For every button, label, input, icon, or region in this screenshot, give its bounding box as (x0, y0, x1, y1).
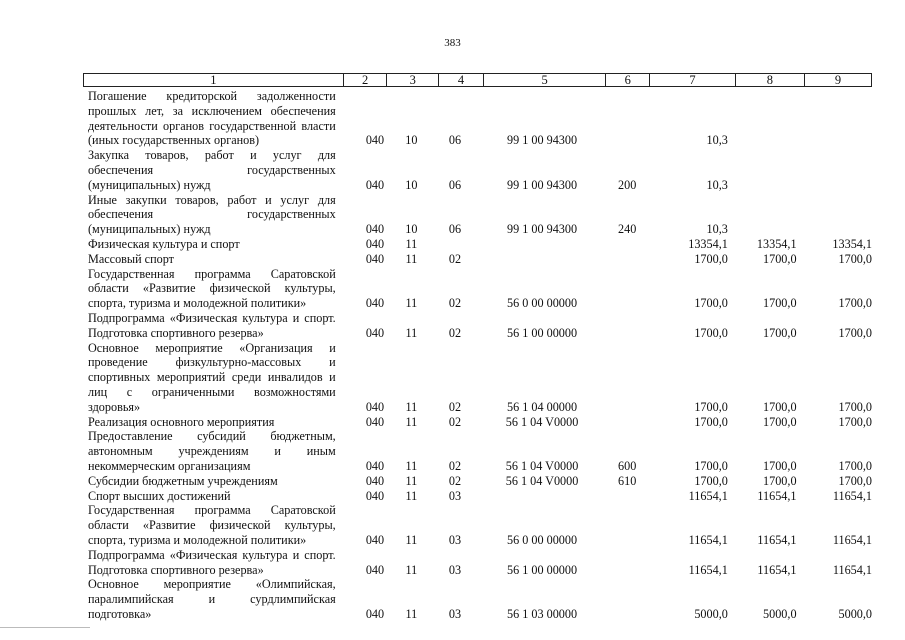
row-cell-col-5: 99 1 00 94300 (507, 222, 578, 237)
row-cell-col-4: 02 (448, 458, 462, 473)
table-row (88, 267, 872, 311)
row-cell-col-3: 11 (405, 473, 418, 488)
table-row (88, 341, 872, 415)
row-label: Государственная программа Саратовской области «Развитие физической культуры, спорта, туризма и молодежной политики» (88, 266, 336, 311)
row-cell-col-4: 02 (448, 399, 462, 414)
row-label: Государственная программа Саратовской области «Развитие физической культуры, спорта, туризма и молодежной политики» (88, 503, 336, 547)
header-col-4: 4 (438, 74, 483, 86)
row-cell-col-5: 99 1 00 94300 (507, 177, 578, 192)
row-cell-col-4: 02 (448, 473, 462, 488)
row-cell-col-2: 040 (365, 325, 385, 340)
row-cell-col-7: 1700,0 (694, 458, 728, 473)
table-row (88, 237, 872, 252)
row-cell-col-6: 200 (618, 177, 637, 192)
row-cell-col-7: 1700,0 (694, 414, 728, 429)
row-cell-col-2: 040 (365, 414, 385, 429)
row-cell-col-9: 1700,0 (838, 473, 873, 488)
row-cell-col-3: 10 (405, 222, 418, 237)
header-col-3: 3 (386, 74, 438, 86)
row-cell-col-9: 1700,0 (838, 399, 873, 414)
row-cell-col-7: 10,3 (706, 177, 728, 192)
row-cell-col-8: 1700,0 (763, 458, 797, 473)
row-cell-col-8: 1700,0 (763, 414, 797, 429)
row-cell-col-4: 02 (448, 251, 462, 266)
row-cell-col-2: 040 (365, 133, 385, 148)
row-cell-col-3: 11 (405, 458, 418, 473)
row-cell-col-8: 1700,0 (763, 325, 797, 340)
row-cell-col-5: 56 1 04 00000 (507, 399, 578, 414)
row-cell-col-5: 56 1 00 00000 (507, 562, 578, 577)
row-label: Основное мероприятие «Олимпийская, паралимпийская и сурдлимпийская подготовка» (88, 577, 336, 621)
row-cell-col-7: 1700,0 (694, 473, 728, 488)
row-cell-col-8: 1700,0 (763, 399, 797, 414)
row-cell-col-3: 11 (405, 606, 418, 621)
row-cell-col-5: 56 1 04 V0000 (505, 458, 579, 473)
row-label: Реализация основного мероприятия (88, 414, 275, 429)
row-cell-col-7: 1700,0 (694, 251, 728, 266)
row-label: Массовый спорт (88, 251, 174, 266)
row-cell-col-7: 10,3 (706, 222, 728, 237)
table-row (88, 148, 872, 192)
row-cell-col-5: 99 1 00 94300 (507, 133, 578, 148)
table-row (88, 577, 872, 621)
row-cell-col-7: 11654,1 (688, 562, 728, 577)
page-number: 383 (444, 37, 461, 49)
row-cell-col-3: 11 (405, 399, 418, 414)
header-col-1: 1 (210, 73, 217, 87)
row-cell-col-7: 5000,0 (694, 606, 728, 621)
row-cell-col-5: 56 0 00 00000 (507, 532, 578, 547)
row-cell-col-4: 06 (448, 133, 462, 148)
row-cell-col-4: 06 (448, 177, 462, 192)
row-cell-col-6: 600 (618, 458, 637, 473)
row-cell-col-2: 040 (365, 606, 385, 621)
row-cell-col-7: 1700,0 (694, 399, 728, 414)
row-cell-col-9: 13354,1 (832, 236, 873, 251)
row-cell-col-9: 11654,1 (832, 562, 873, 577)
row-cell-col-7: 1700,0 (694, 296, 728, 311)
row-cell-col-9: 1700,0 (838, 458, 873, 473)
row-cell-col-2: 040 (365, 222, 385, 237)
row-cell-col-7: 13354,1 (688, 236, 728, 251)
row-cell-col-5: 56 1 00 00000 (507, 325, 578, 340)
row-cell-col-3: 11 (405, 414, 418, 429)
row-label: Физическая культура и спорт (88, 236, 240, 251)
row-cell-col-9: 1700,0 (838, 414, 873, 429)
row-label: Основное мероприятие «Организация и проведение физкультурно-массовых и спортивных мероприятий среди инвалидов и лиц с ограниченными возможностями здоровья» (88, 340, 336, 414)
table-row (88, 548, 872, 578)
row-cell-col-3: 10 (405, 177, 418, 192)
row-cell-col-4: 03 (448, 562, 462, 577)
row-cell-col-8: 1700,0 (763, 251, 797, 266)
row-cell-col-2: 040 (365, 296, 385, 311)
row-cell-col-5: 56 1 04 V0000 (505, 414, 579, 429)
row-cell-col-2: 040 (365, 399, 385, 414)
row-cell-col-9: 1700,0 (838, 325, 873, 340)
header-col-5: 5 (483, 74, 606, 86)
row-cell-col-8: 11654,1 (757, 488, 797, 503)
row-label: Подпрограмма «Физическая культура и спорт. Подготовка спортивного резерва» (88, 310, 336, 340)
row-cell-col-8: 11654,1 (757, 562, 797, 577)
table-row (88, 252, 872, 267)
row-label: Подпрограмма «Физическая культура и спорт. Подготовка спортивного резерва» (88, 547, 336, 577)
row-cell-col-4: 03 (448, 606, 462, 621)
table-row (88, 89, 872, 148)
row-cell-col-3: 11 (405, 296, 418, 311)
row-label: Субсидии бюджетным учреждениям (88, 473, 278, 488)
row-cell-col-2: 040 (365, 473, 385, 488)
table-row (88, 503, 872, 547)
table-header (83, 73, 872, 87)
row-cell-col-8: 11654,1 (757, 532, 797, 547)
row-cell-col-3: 11 (405, 562, 418, 577)
table-row (88, 429, 872, 473)
row-cell-col-9: 11654,1 (832, 532, 873, 547)
header-col-8: 8 (735, 74, 804, 86)
row-label: Спорт высших достижений (88, 488, 231, 503)
row-cell-col-4: 02 (448, 325, 462, 340)
table-row (88, 474, 872, 489)
row-cell-col-7: 10,3 (706, 133, 728, 148)
row-cell-col-9: 11654,1 (832, 488, 873, 503)
table-body (88, 89, 872, 622)
header-col-2: 2 (343, 74, 387, 86)
row-cell-col-6: 610 (618, 473, 637, 488)
row-cell-col-2: 040 (365, 458, 385, 473)
row-cell-col-8: 1700,0 (763, 296, 797, 311)
row-cell-col-2: 040 (365, 236, 385, 251)
row-cell-col-4: 02 (448, 296, 462, 311)
header-col-6: 6 (605, 74, 649, 86)
row-cell-col-2: 040 (365, 532, 385, 547)
row-cell-col-2: 040 (365, 562, 385, 577)
row-cell-col-4: 06 (448, 222, 462, 237)
row-cell-col-9: 1700,0 (838, 251, 873, 266)
row-label: Предоставление субсидий бюджетным, автономным учреждениям и иным некоммерческим организациям (88, 429, 336, 473)
scan-artifact (0, 627, 90, 628)
header-col-9: 9 (804, 74, 871, 86)
row-label: Погашение кредиторской задолженности прошлых лет, за исключением обеспечения деятельности органов государственной власти (иных государственных органов) (88, 89, 336, 148)
row-cell-col-8: 13354,1 (756, 236, 797, 251)
row-cell-col-7: 11654,1 (688, 532, 728, 547)
table-row (88, 415, 872, 430)
row-label: Закупка товаров, работ и услуг для обеспечения государственных (муниципальных) нужд (88, 148, 336, 192)
row-cell-col-4: 03 (448, 488, 462, 503)
row-cell-col-3: 11 (405, 488, 418, 503)
row-cell-col-8: 5000,0 (763, 606, 797, 621)
row-cell-col-3: 11 (405, 532, 418, 547)
row-cell-col-2: 040 (365, 488, 385, 503)
row-cell-col-4: 02 (448, 414, 462, 429)
row-cell-col-4: 03 (448, 532, 462, 547)
row-cell-col-9: 1700,0 (838, 296, 873, 311)
table-row (88, 193, 872, 237)
row-cell-col-8: 1700,0 (763, 473, 797, 488)
row-cell-col-2: 040 (365, 177, 385, 192)
header-col-7: 7 (649, 74, 735, 86)
row-cell-col-5: 56 1 04 V0000 (505, 473, 579, 488)
row-cell-col-9: 5000,0 (838, 606, 873, 621)
row-cell-col-5: 56 1 03 00000 (507, 606, 578, 621)
row-cell-col-7: 11654,1 (688, 488, 728, 503)
row-cell-col-3: 11 (405, 325, 418, 340)
row-label: Иные закупки товаров, работ и услуг для обеспечения государственных (муниципальных) нужд (88, 192, 336, 237)
row-cell-col-2: 040 (365, 251, 385, 266)
row-cell-col-3: 10 (405, 133, 418, 148)
row-cell-col-7: 1700,0 (694, 325, 728, 340)
row-cell-col-5: 56 0 00 00000 (507, 296, 578, 311)
row-cell-col-6: 240 (618, 222, 637, 237)
table-row (88, 489, 872, 504)
row-cell-col-3: 11 (405, 251, 418, 266)
row-cell-col-3: 11 (405, 236, 418, 251)
table-row (88, 311, 872, 341)
